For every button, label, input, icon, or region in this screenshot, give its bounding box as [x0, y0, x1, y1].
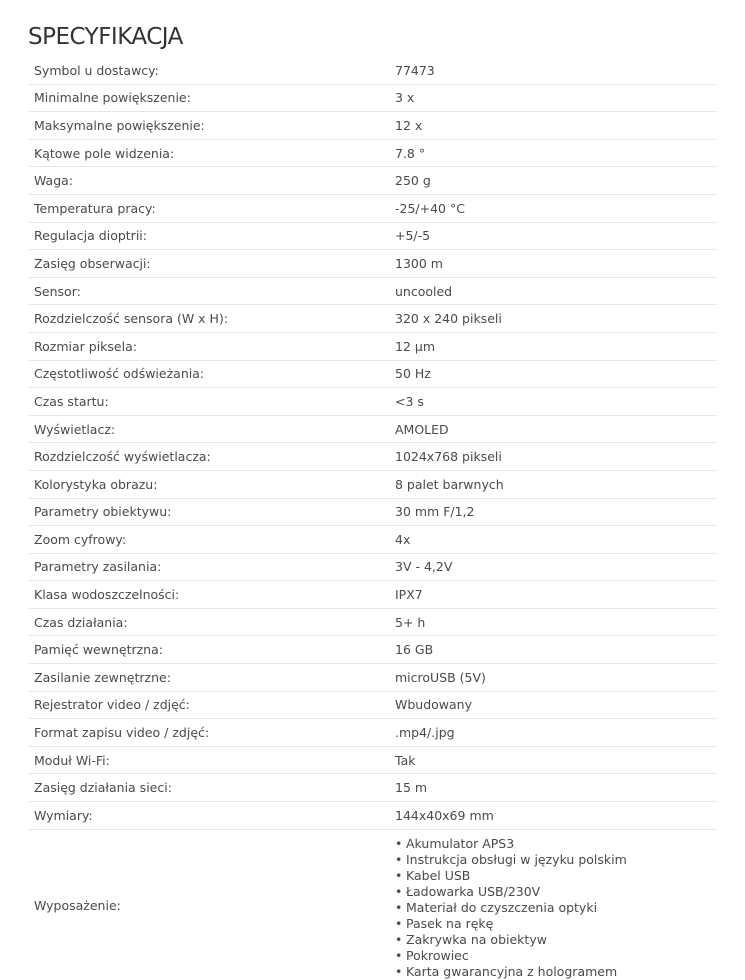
spec-label: Regulacja dioptrii: [28, 222, 389, 250]
spec-value: 50 Hz [389, 360, 717, 388]
bullet: • [395, 916, 403, 932]
spec-label: Rozdzielczość sensora (W x H): [28, 305, 389, 333]
table-row [28, 691, 717, 719]
spec-label: Zoom cyfrowy: [28, 526, 389, 554]
list-item [395, 884, 717, 900]
spec-value: IPX7 [389, 581, 717, 609]
list-item [395, 900, 717, 916]
table-row [28, 802, 717, 830]
table-row [28, 360, 717, 388]
spec-label: Sensor: [28, 277, 389, 305]
table-row [28, 581, 717, 609]
spec-value: AMOLED [389, 415, 717, 443]
table-row [28, 636, 717, 664]
bullet: • [395, 932, 403, 948]
spec-value: 144x40x69 mm [389, 802, 717, 830]
table-row-equipment [28, 829, 717, 980]
spec-label: Częstotliwość odświeżania: [28, 360, 389, 388]
spec-label: Maksymalne powiększenie: [28, 112, 389, 140]
spec-label: Zasięg obserwacji: [28, 250, 389, 278]
table-row [28, 57, 717, 84]
spec-label: Wyposażenie: [34, 897, 121, 913]
table-row [28, 250, 717, 278]
spec-label: Pamięć wewnętrzna: [28, 636, 389, 664]
table-row [28, 774, 717, 802]
spec-label: Kolorystyka obrazu: [28, 470, 389, 498]
list-item [395, 868, 717, 884]
table-row [28, 332, 717, 360]
table-row [28, 498, 717, 526]
spec-label: Parametry obiektywu: [28, 498, 389, 526]
bullet: • [395, 851, 403, 867]
spec-value: Tak [389, 746, 717, 774]
spec-value: 4x [389, 526, 717, 554]
spec-label: Moduł Wi-Fi: [28, 746, 389, 774]
spec-label: Temperatura pracy: [28, 194, 389, 222]
list-item-text: Pokrowiec [406, 948, 469, 964]
bullet: • [395, 867, 403, 883]
list-item [395, 852, 717, 868]
list-item [395, 964, 717, 980]
spec-value: 30 mm F/1,2 [389, 498, 717, 526]
table-row [28, 719, 717, 747]
spec-label: Rozdzielczość wyświetlacza: [28, 443, 389, 471]
spec-value: 12 µm [389, 332, 717, 360]
table-row [28, 112, 717, 140]
bullet: • [395, 835, 403, 851]
list-item-text: Kabel USB [406, 867, 471, 883]
table-row [28, 664, 717, 692]
spec-label: Zasilanie zewnętrzne: [28, 664, 389, 692]
spec-label: Format zapisu video / zdjęć: [28, 719, 389, 747]
table-row [28, 388, 717, 416]
list-item [395, 932, 717, 948]
spec-value: 3V - 4,2V [389, 553, 717, 581]
list-item-text: Ładowarka USB/230V [406, 883, 541, 899]
spec-value: +5/-5 [389, 222, 717, 250]
spec-value: 320 x 240 pikseli [389, 305, 717, 333]
spec-label: Rejestrator video / zdjęć: [28, 691, 389, 719]
spec-label: Rozmiar piksela: [28, 332, 389, 360]
spec-label: Wyświetlacz: [28, 415, 389, 443]
table-row [28, 277, 717, 305]
equipment-list [395, 830, 717, 980]
list-item [395, 916, 717, 932]
spec-label: Klasa wodoszczelności: [28, 581, 389, 609]
bullet: • [395, 964, 403, 980]
spec-value: .mp4/.jpg [389, 719, 717, 747]
table-row [28, 305, 717, 333]
page-title: SPECYFIKACJA [28, 24, 183, 50]
equipment-value [389, 829, 717, 980]
spec-value: <3 s [389, 388, 717, 416]
bullet: • [395, 900, 403, 915]
spec-label: Parametry zasilania: [28, 553, 389, 581]
spec-value: microUSB (5V) [389, 664, 717, 692]
spec-table [28, 57, 717, 980]
spec-value: 1300 m [389, 250, 717, 278]
spec-label: Kątowe pole widzenia: [28, 139, 389, 167]
list-item-text: Akumulator APS3 [406, 835, 515, 851]
spec-value: 250 g [389, 167, 717, 195]
table-row [28, 526, 717, 554]
spec-value: 15 m [389, 774, 717, 802]
spec-value: 3 x [389, 84, 717, 112]
table-row [28, 415, 717, 443]
spec-value: 5+ h [389, 608, 717, 636]
list-item-text: Instrukcja obsługi w języku polskim [406, 851, 627, 867]
table-row [28, 84, 717, 112]
list-item-text: Karta gwarancyjna z hologramem [406, 964, 618, 980]
table-row [28, 470, 717, 498]
table-row [28, 443, 717, 471]
table-row [28, 139, 717, 167]
table-row [28, 746, 717, 774]
spec-value: 77473 [389, 57, 717, 84]
spec-label: Waga: [28, 167, 389, 195]
spec-value: -25/+40 °C [389, 194, 717, 222]
list-item [395, 948, 717, 964]
list-item-text: Materiał do czyszczenia optyki [406, 900, 598, 915]
spec-label: Czas startu: [28, 388, 389, 416]
table-row [28, 222, 717, 250]
spec-label: Zasięg działania sieci: [28, 774, 389, 802]
bullet: • [395, 883, 403, 899]
spec-label: Wymiary: [28, 802, 389, 830]
spec-value: uncooled [389, 277, 717, 305]
spec-value: 7.8 ° [389, 139, 717, 167]
spec-label: Czas działania: [28, 608, 389, 636]
table-row [28, 167, 717, 195]
spec-table-body [28, 57, 717, 980]
spec-value: Wbudowany [389, 691, 717, 719]
spec-value: 12 x [389, 112, 717, 140]
table-row [28, 553, 717, 581]
list-item-text: Pasek na rękę [406, 916, 494, 932]
list-item-text: Zakrywka na obiektyw [406, 932, 547, 948]
table-row [28, 608, 717, 636]
spec-label: Minimalne powiększenie: [28, 84, 389, 112]
spec-value: 8 palet barwnych [389, 470, 717, 498]
list-item [395, 836, 717, 852]
table-row [28, 194, 717, 222]
bullet: • [395, 948, 403, 964]
spec-value: 16 GB [389, 636, 717, 664]
spec-value: 1024x768 pikseli [389, 443, 717, 471]
spec-label: Symbol u dostawcy: [28, 57, 389, 84]
